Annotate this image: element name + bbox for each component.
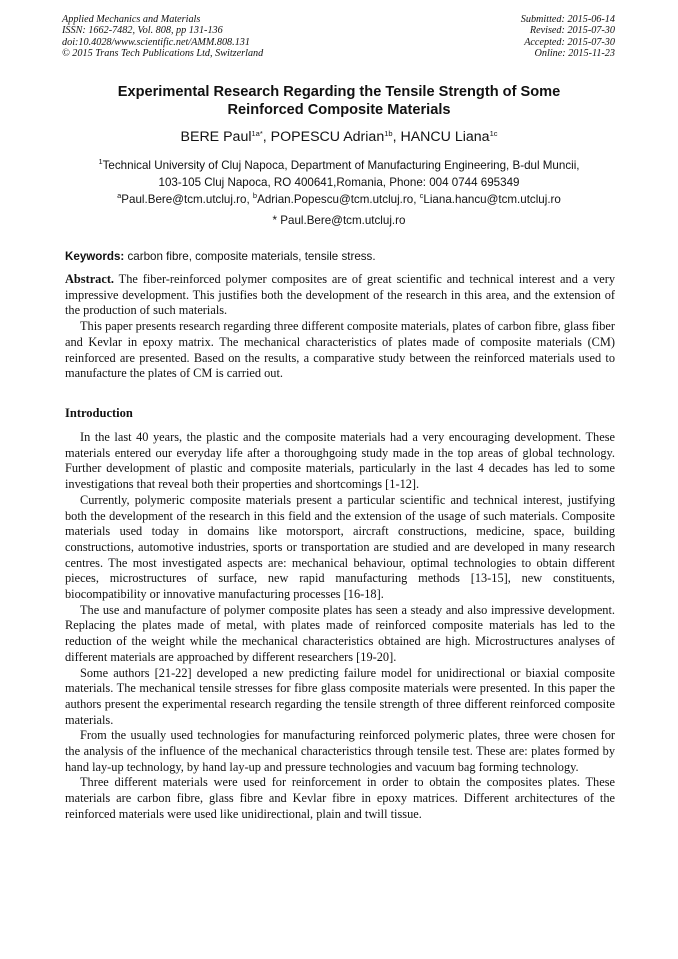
author-2: POPESCU Adrian: [270, 129, 385, 145]
email-a-sup: a: [117, 191, 122, 200]
intro-paragraph: The use and manufacture of polymer composite plates has seen a steady and also impressive development. Replacing the plates made of metal, with plates made of reinforced composite materials has led to the reduction of the weight while the mechanical characteristics obtained are high. Microstructures analyses of different materials are approached by different researchers [19-20].: [65, 602, 615, 664]
email-c-sup: c: [419, 191, 424, 200]
keywords-label: Keywords:: [65, 250, 125, 263]
abstract-paragraph-2: This paper presents research regarding three different composite materials, plates of carbon fibre, glass fiber and Kevlar in epoxy matrix. The mechanical characteristics of plates made of composite materials (CM) reinforced are presented. Based on the results, a comparative study between the reinforced materials used to manufacture the plates of CM is carried out.: [65, 319, 615, 381]
intro-paragraph: In the last 40 years, the plastic and the composite materials had a very encouraging development. These materials entered our everyday life after a thoroughgoing study made in the top areas of global technology. Further development of plastic and composite materials, particularly in the last 4 decades has led to some investigations that reveal both their properties and shortcomings [1-12].: [65, 430, 615, 492]
publication-dates: [521, 14, 615, 59]
abstract-paragraph-1: [65, 272, 615, 319]
section-heading-introduction: Introduction: [65, 406, 133, 420]
author-1-sup: 1a*: [251, 129, 263, 138]
author-list: [62, 129, 616, 145]
email-c[interactable]: Liana.hancu@tcm.utcluj.ro: [423, 193, 561, 206]
author-3-sup: 1c: [489, 129, 498, 138]
affiliation-line-1: [62, 157, 616, 174]
intro-paragraph: From the usually used technologies for manufacturing reinforced polymeric plates, three were chosen for the analysis of the influence of the mechanical characteristics through tensile test. These are: plates formed by hand lay-up technology, by hand lay-up and pressure technologies and vacuum bag forming technology.: [65, 728, 615, 774]
author-separator: ,: [392, 129, 401, 145]
abstract-label: Abstract.: [65, 272, 115, 286]
journal-doi: doi:10.4028/www.scientific.net/AMM.808.131: [62, 36, 250, 48]
date-accepted: Accepted: 2015-07-30: [524, 36, 615, 48]
paper-title: [62, 83, 616, 119]
date-revised: Revised: 2015-07-30: [529, 25, 615, 37]
date-submitted: Submitted: 2015-06-14: [520, 14, 615, 25]
intro-paragraph: Three different materials were used for reinforcement in order to obtain the composites plates. These materials are carbon fibre, glass fibre and Kevlar fibre in epoxy matrices. Different architectures of the reinforced materials were used like unidirectional, plain and twill tissue.: [65, 775, 615, 821]
author-1: BERE Paul: [180, 129, 252, 145]
journal-info: [62, 14, 263, 59]
keywords-text: carbon fibre, composite materials, tensile stress.: [124, 250, 376, 263]
journal-name: Applied Mechanics and Materials: [62, 14, 201, 25]
journal-copyright: © 2015 Trans Tech Publications Ltd, Switzerland: [62, 47, 264, 59]
keywords: [65, 250, 616, 263]
title-line-2: Reinforced Composite Materials: [227, 102, 451, 118]
introduction-body: [65, 430, 615, 823]
intro-paragraph: Currently, polymeric composite materials present a particular scientific and technical interest, justifying both the development of the research in this field and the extension of the usage of such materials. Composite materials used today in domains like motorsport, aircraft constructions, medicine, space, building constructions, automotive industries, sports or transportation are studied and are developed in many research centres. The most investigated aspects are: mechanical behaviour, optimal technologies to obtain different pieces, microstructures of surface, new rapid manufacturing methods [13-15], new constituents, biocompatibility or innovative manufacturing processes [16-18].: [65, 492, 615, 602]
affiliation: [62, 157, 616, 191]
affiliation-text-1: Technical University of Cluj Napoca, Department of Manufacturing Engineering, B-dul Muncii,: [102, 159, 580, 172]
affiliation-sup: 1: [98, 157, 103, 166]
email-b[interactable]: Adrian.Popescu@tcm.utcluj.ro,: [257, 193, 420, 206]
author-emails: [62, 193, 616, 206]
intro-paragraph: Some authors [21-22] developed a new predicting failure model for unidirectional or biaxial composite materials. The mechanical tensile stresses for fibre glass composite materials were presented. In this paper the authors present the experimental research regarding the tensile strength of three different reinforced composite materials.: [65, 665, 615, 727]
journal-issn: ISSN: 1662-7482, Vol. 808, pp 131-136: [62, 25, 223, 37]
author-separator: ,: [262, 129, 271, 145]
title-line-1: Experimental Research Regarding the Tensile Strength of Some: [117, 84, 561, 100]
abstract-text-1: The fiber-reinforced polymer composites are of great scientific and technical interest and a very impressive development. This justifies both the development of the research in this area, and the extension of the production of such materials.: [65, 272, 615, 318]
affiliation-line-2: 103-105 Cluj Napoca, RO 400641,Romania, Phone: 004 0744 695349: [158, 176, 520, 189]
email-b-sup: b: [252, 191, 258, 200]
abstract: [65, 272, 615, 382]
email-a[interactable]: Paul.Bere@tcm.utcluj.ro,: [121, 193, 253, 206]
corresponding-email[interactable]: * Paul.Bere@tcm.utcluj.ro: [272, 214, 406, 227]
author-2-sup: 1b: [384, 129, 393, 138]
date-online: Online: 2015-11-23: [534, 47, 615, 59]
author-3: HANCU Liana: [400, 129, 490, 145]
